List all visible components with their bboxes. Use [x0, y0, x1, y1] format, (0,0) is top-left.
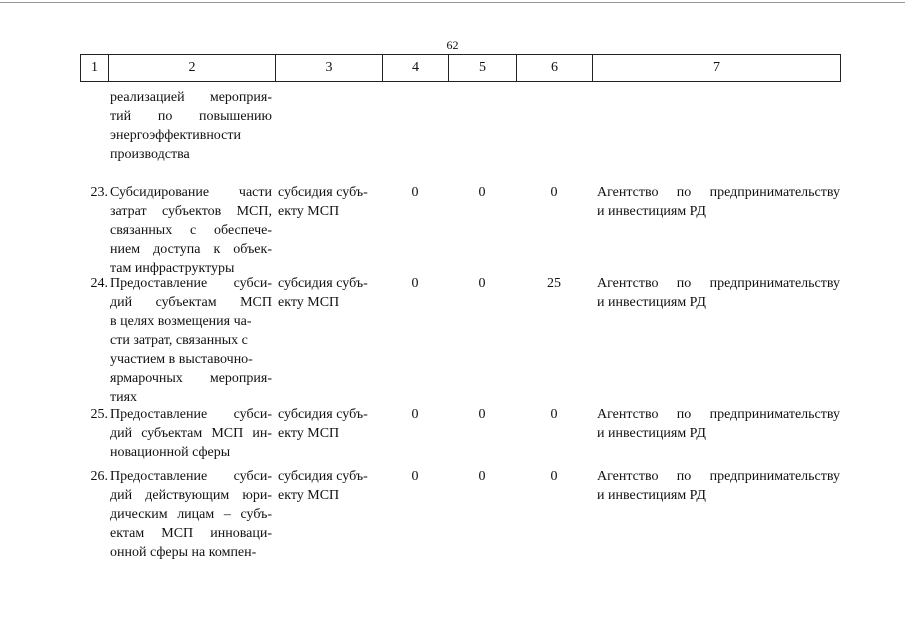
support-type: [278, 467, 382, 505]
value-col-5: 0: [478, 276, 486, 291]
value-col-6: 25: [547, 276, 561, 291]
value-col-5: 0: [478, 185, 486, 200]
measure-name: [110, 405, 272, 462]
text-line: сти затрат, связанных с: [110, 333, 248, 348]
text-line: участием в выставочно-: [110, 352, 253, 367]
text-line: субсидия субъ-: [278, 469, 368, 484]
table-row: [80, 274, 840, 405]
row-number: 25.: [90, 407, 108, 422]
header-row: [81, 55, 841, 82]
measure-name-continuation: [110, 88, 272, 164]
text-line: Агентство по предпринимательству: [597, 407, 840, 422]
text-line: тиях: [110, 390, 138, 405]
text-line: екту МСП: [278, 295, 340, 310]
responsible-agency: [597, 405, 840, 443]
header-col-1: 1: [81, 55, 109, 82]
header-col-6: 6: [517, 55, 593, 82]
text-line: тий по повышению: [110, 109, 272, 124]
responsible-agency: [597, 274, 840, 312]
measure-name: [110, 183, 272, 278]
text-line: затрат субъектов МСП,: [110, 204, 272, 219]
value-col-6: 0: [550, 185, 558, 200]
text-line: связанных с обеспече-: [110, 223, 272, 238]
column-number-header: [80, 54, 841, 82]
text-line: дий субъектам МСП: [110, 295, 272, 310]
text-line: ектам МСП инноваци-: [110, 526, 272, 541]
text-line: Предоставление субси-: [110, 407, 272, 422]
table-row: [80, 183, 840, 274]
text-line: новационной сферы: [110, 445, 231, 460]
table-body: [80, 88, 840, 567]
table-row-continuation: [80, 88, 840, 183]
value-col-5: 0: [478, 407, 486, 422]
header-col-7: 7: [593, 55, 841, 82]
header-col-2: 2: [109, 55, 276, 82]
value-col-6: 0: [550, 469, 558, 484]
text-line: дическим лицам – субъ-: [110, 507, 272, 522]
measure-name: [110, 274, 272, 407]
value-col-4: 0: [411, 469, 419, 484]
text-line: Предоставление субси-: [110, 276, 272, 291]
text-line: и инвестициям РД: [597, 295, 706, 310]
text-line: субсидия субъ-: [278, 276, 368, 291]
text-line: там инфраструктуры: [110, 261, 235, 276]
text-line: екту МСП: [278, 488, 340, 503]
header-col-4: 4: [383, 55, 449, 82]
value-col-6: 0: [550, 407, 558, 422]
support-type: [278, 183, 382, 221]
text-line: екту МСП: [278, 426, 340, 441]
row-number: 23.: [90, 185, 108, 200]
value-col-4: 0: [411, 276, 419, 291]
text-line: Предоставление субси-: [110, 469, 272, 484]
text-line: екту МСП: [278, 204, 340, 219]
support-type: [278, 274, 382, 312]
table-row: [80, 467, 840, 567]
value-col-5: 0: [478, 469, 486, 484]
text-line: производства: [110, 147, 190, 162]
support-type: [278, 405, 382, 443]
text-line: ярмарочных мероприя-: [110, 371, 272, 386]
text-line: онной сферы на компен-: [110, 545, 257, 560]
text-line: Агентство по предпринимательству: [597, 469, 840, 484]
row-number: 24.: [90, 276, 108, 291]
text-line: в целях возмещения ча-: [110, 314, 252, 329]
text-line: субсидия субъ-: [278, 185, 368, 200]
text-line: субсидия субъ-: [278, 407, 368, 422]
text-line: реализацией мероприя-: [110, 90, 272, 105]
text-line: Агентство по предпринимательству: [597, 185, 840, 200]
page-number: 62: [446, 38, 459, 52]
text-line: дий действующим юри-: [110, 488, 272, 503]
text-line: и инвестициям РД: [597, 488, 706, 503]
text-line: дий субъектам МСП ин-: [110, 426, 272, 441]
text-line: Субсидирование части: [110, 185, 272, 200]
header-col-5: 5: [449, 55, 517, 82]
text-line: энергоэффективности: [110, 128, 241, 143]
value-col-4: 0: [411, 185, 419, 200]
responsible-agency: [597, 467, 840, 505]
text-line: и инвестициям РД: [597, 426, 706, 441]
scan-edge-line: [0, 2, 905, 3]
responsible-agency: [597, 183, 840, 221]
value-col-4: 0: [411, 407, 419, 422]
table-row: [80, 405, 840, 467]
measure-name: [110, 467, 272, 562]
header-col-3: 3: [276, 55, 383, 82]
row-number: 26.: [90, 469, 108, 484]
text-line: Агентство по предпринимательству: [597, 276, 840, 291]
text-line: нием доступа к объек-: [110, 242, 272, 257]
text-line: и инвестициям РД: [597, 204, 706, 219]
